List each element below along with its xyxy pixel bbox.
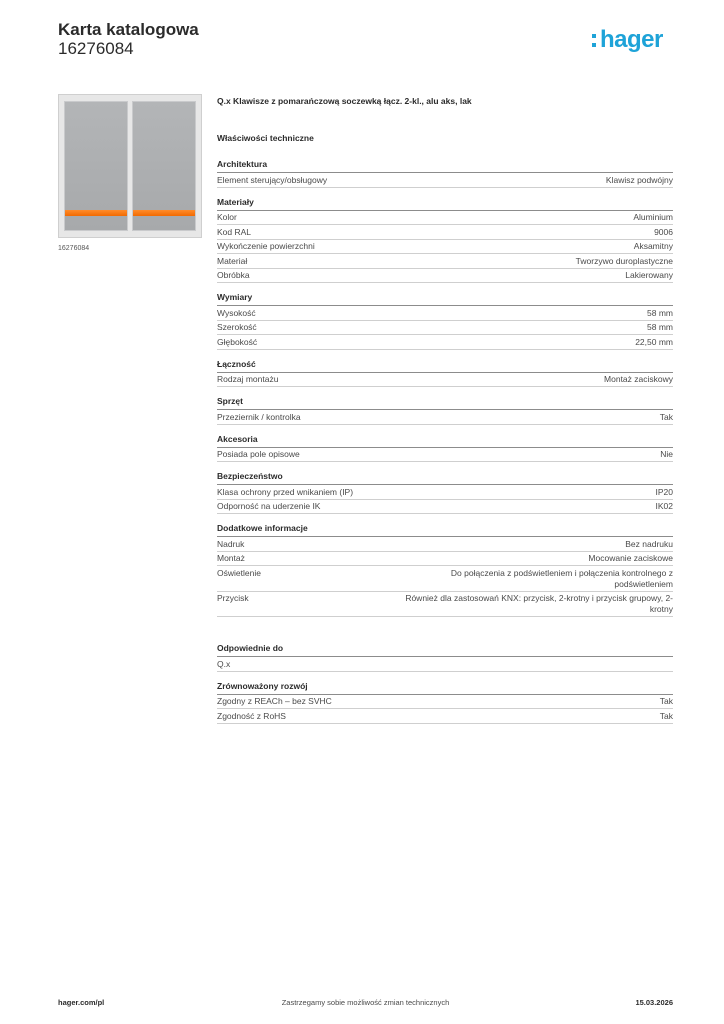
spec-row [217,410,673,425]
spec-value: 22,50 mm [635,336,673,347]
spec-row [217,709,673,724]
section-title: Bezpieczeństwo [217,471,673,485]
footer-notice: Zastrzegamy sobie możliwość zmian technicznych [281,998,450,1007]
section-title: Sprzęt [217,396,673,410]
section-title: Łączność [217,359,673,373]
spec-label: Nadruk [217,538,245,549]
logo-dots-icon [592,34,598,48]
spec-row [217,592,673,618]
spec-row [217,225,673,240]
spec-label: Głębokość [217,336,258,347]
spec-row [217,695,673,710]
spec-label: Odporność na uderzenie IK [217,501,321,511]
spec-row [217,254,673,269]
spec-value: 9006 [654,226,673,237]
spec-label: Wykończenie powierzchni [217,241,315,251]
orange-lens [133,210,195,216]
spec-label: Kolor [217,212,237,222]
spec-label: Klasa ochrony przed wnikaniem (IP) [217,486,354,497]
section-title: Architektura [217,159,673,173]
spec-label: Q.x [217,658,231,669]
section-title: Dodatkowe informacje [217,523,673,537]
spec-row [217,500,673,515]
spec-label: Posiada pole opisowe [217,449,300,459]
spec-row [217,552,673,567]
spec-value: Tworzywo duroplastyczne [575,255,673,266]
spec-section [217,359,673,388]
spec-value: IP20 [655,486,673,497]
spec-value: Aluminium [633,212,673,222]
spec-label: Montaż [217,553,245,563]
spec-value: Lakierowany [625,270,673,280]
spec-label: Wysokość [217,307,256,318]
product-title: Q.x Klawisze z pomarańczową soczewką łącz. 2-kl., alu aks, lak [217,96,472,106]
spec-row [217,211,673,226]
footer-date: 15.03.2026 [635,998,673,1007]
rocker-right [132,101,196,231]
spec-value: Tak [659,696,673,706]
spec-row [217,321,673,336]
logo-text: hager [600,26,663,53]
page-title: Karta katalogowa [58,20,199,39]
product-image [58,94,202,238]
spec-sections [217,159,673,617]
spec-sheet [217,96,673,733]
section-title: Wymiary [217,292,673,306]
spec-section [217,523,673,617]
section-title: Akcesoria [217,434,673,448]
spec-row [217,269,673,284]
spec-value: Bez nadruku [625,538,673,549]
spec-value: Aksamitny [633,241,673,251]
spec-value: Mocowanie zaciskowe [588,553,673,563]
spec-value: Montaż zaciskowy [604,374,673,384]
section-title: Materiały [217,197,673,211]
spec-label: Przycisk [217,593,249,603]
orange-lens [65,210,127,216]
spec-row [217,306,673,321]
spec-label: Kod RAL [217,226,252,237]
product-id: 16276084 [58,39,134,58]
hager-logo [592,26,676,56]
spec-label: Zgodny z REACh – bez SVHC [217,696,332,706]
spec-section [217,292,673,350]
spec-section [217,434,673,463]
spec-value: IK02 [655,501,673,511]
spec-row [217,373,673,388]
spec-value: 58 mm [647,307,673,318]
spec-row [217,485,673,500]
spec-row [217,335,673,350]
section-title: Odpowiednie do [217,643,673,657]
spec-value: Tak [659,411,673,422]
section-title: Zrównoważony rozwój [217,681,673,695]
spec-section [217,197,673,284]
footer-website: hager.com/pl [58,998,105,1007]
spec-row [217,240,673,255]
section-suitable [217,643,673,672]
spec-label: Rodzaj montażu [217,374,279,384]
spec-value: Tak [659,710,673,721]
image-caption: 16276084 [58,245,90,252]
spec-row [217,657,673,672]
spec-value: Również dla zastosowań KNX: przycisk, 2-krotny i przycisk grupowy, 2-krotny [405,593,673,614]
spec-value: Do połączenia z podświetleniem i połączenia kontrolnego z podświetleniem [450,567,673,589]
spec-label: Oświetlenie [217,567,261,578]
properties-heading: Właściwości techniczne [217,133,314,143]
spec-value: Klawisz podwójny [605,174,673,185]
spec-label: Materiał [217,255,248,266]
spec-label: Obróbka [217,270,250,280]
spec-row [217,537,673,552]
spec-row [217,173,673,188]
spec-value: 58 mm [647,322,673,332]
spec-value: Nie [660,449,673,459]
spec-section [217,159,673,188]
spec-label: Przeziernik / kontrolka [217,411,301,422]
rocker-left [64,101,128,231]
section-sustainability [217,681,673,724]
spec-section [217,396,673,425]
spec-section [217,471,673,514]
spec-row [217,448,673,463]
spec-label: Szerokość [217,322,257,332]
spec-row [217,566,673,592]
spec-label: Zgodność z RoHS [217,710,286,721]
spec-label: Element sterujący/obsługowy [217,174,328,185]
